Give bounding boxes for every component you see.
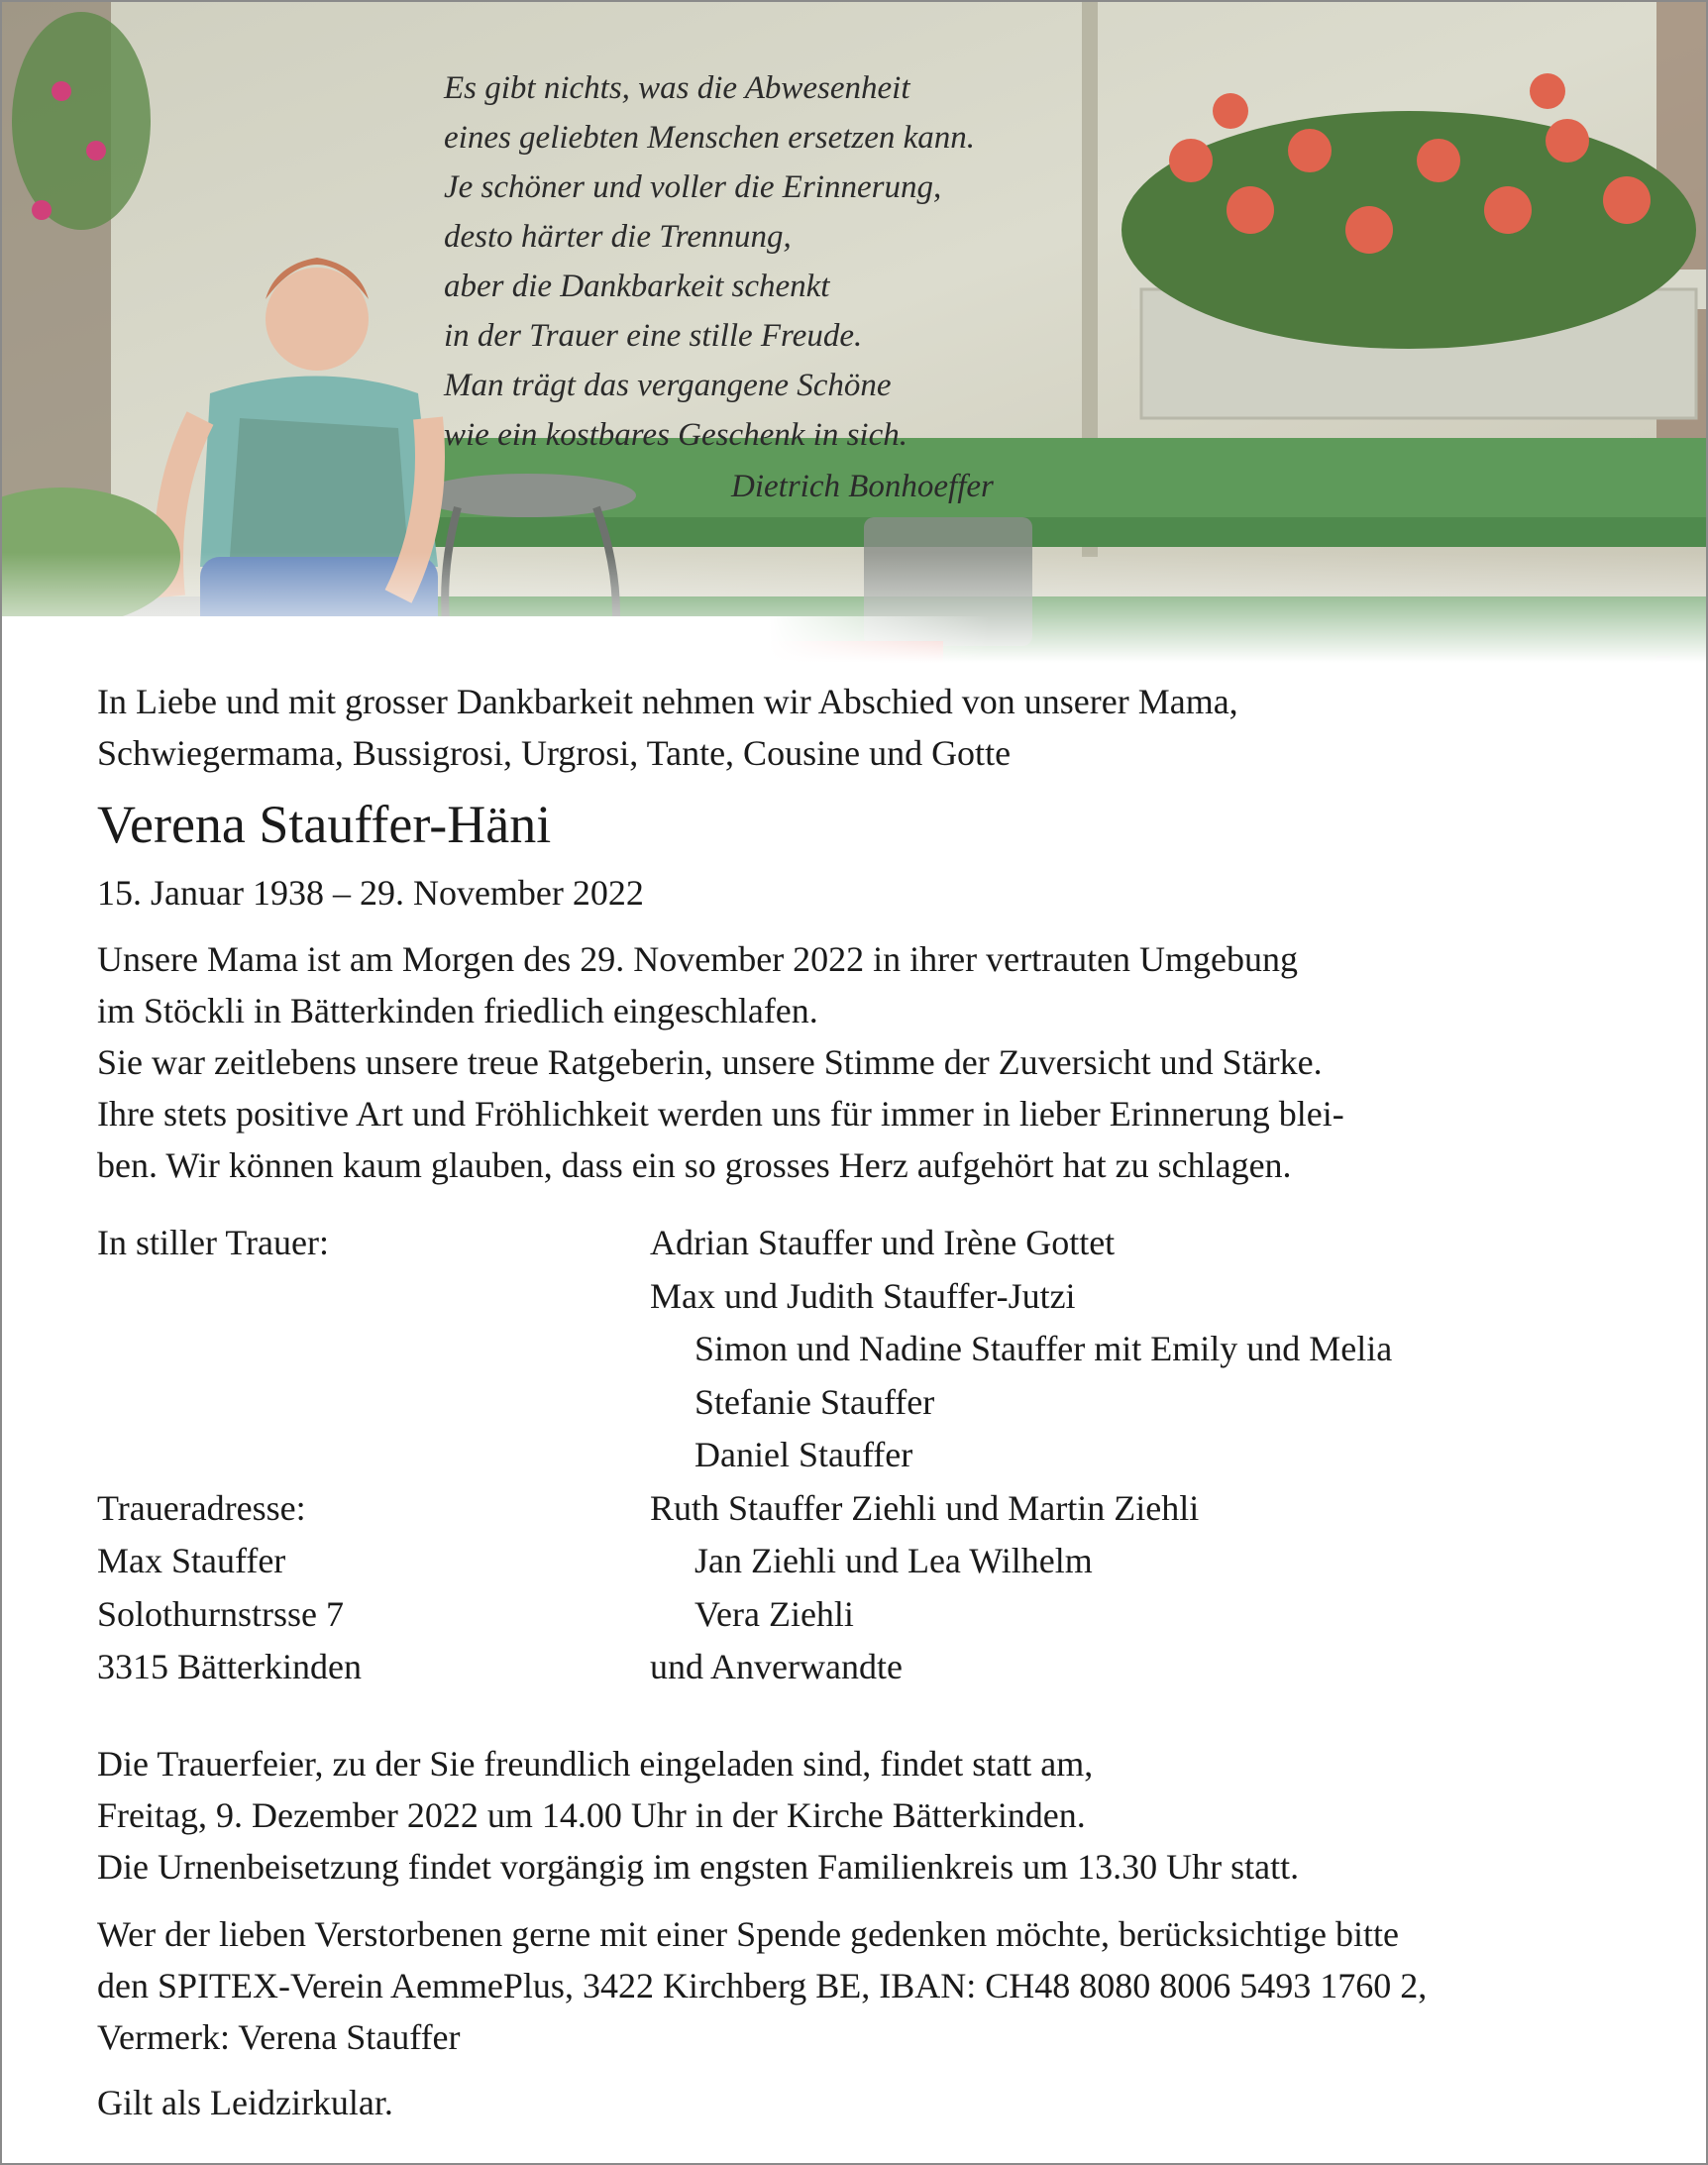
donation-line: den SPITEX-Verein AemmePlus, 3422 Kirchberg BE, IBAN: CH48 8080 8006 5493 1760 2, — [97, 1966, 1428, 2005]
mourner-name: Simon und Nadine Stauffer mit Emily und Melia — [694, 1329, 1393, 1368]
mourner-name: Daniel Stauffer — [694, 1435, 913, 1474]
quote-line: wie ein kostbares Geschenk in sich. — [444, 417, 907, 453]
donation-text — [97, 1908, 1643, 2063]
body-line: Ihre stets positive Art und Fröhlichkeit werden uns für immer in lieber Erinnerung blei- — [97, 1094, 1344, 1134]
body-text — [97, 933, 1643, 1191]
quote-line: Es gibt nichts, was die Abwesenheit — [444, 70, 910, 106]
body-line: im Stöckli in Bätterkinden friedlich eingeschlafen. — [97, 991, 818, 1030]
quote-line: Je schöner und voller die Erinnerung, — [444, 169, 942, 205]
quote-line: in der Trauer eine stille Freude. — [444, 318, 863, 354]
deceased-name: Verena Stauffer-Häni — [97, 795, 552, 854]
body-line: Unsere Mama ist am Morgen des 29. November 2022 in ihrer vertrauten Umgebung — [97, 939, 1299, 979]
quote-author: Dietrich Bonhoeffer — [731, 469, 994, 504]
body-line: ben. Wir können kaum glauben, dass ein so grosses Herz aufgehört hat zu schlagen. — [97, 1145, 1292, 1185]
service-text — [97, 1738, 1643, 1893]
mourners-label: In stiller Trauer: — [97, 1223, 329, 1262]
intro-line: Schwiegermama, Bussigrosi, Urgrosi, Tante, Cousine und Gotte — [97, 733, 1012, 773]
mourner-name: Vera Ziehli — [694, 1593, 854, 1634]
address-line: Max Stauffer — [97, 1541, 286, 1580]
mourner-name: Ruth Stauffer Ziehli und Martin Ziehli — [650, 1487, 1200, 1528]
quote — [444, 63, 1157, 511]
quote-line: aber die Dankbarkeit schenkt — [444, 269, 830, 304]
donation-line: Wer der lieben Verstorbenen gerne mit einer Spende gedenken möchte, berücksichtige bitte — [97, 1914, 1399, 1954]
service-line: Die Trauerfeier, zu der Sie freundlich eingeladen sind, findet statt am, — [97, 1744, 1094, 1784]
mourners-section — [97, 1217, 1643, 1694]
quote-line: desto härter die Trennung, — [444, 219, 792, 255]
intro-text — [97, 676, 1643, 779]
quote-line: Man trägt das vergangene Schöne — [444, 368, 892, 403]
mourner-name: Jan Ziehli und Lea Wilhelm — [694, 1541, 1093, 1580]
address-label: Traueradresse: — [97, 1487, 306, 1528]
closing-text: Gilt als Leidzirkular. — [97, 2083, 393, 2122]
address-line: Solothurnstrsse 7 — [97, 1593, 345, 1634]
mourner-name: Adrian Stauffer und Irène Gottet — [650, 1223, 1116, 1262]
life-dates: 15. Januar 1938 – 29. November 2022 — [97, 873, 644, 913]
mourner-name: Max und Judith Stauffer-Jutzi — [650, 1275, 1076, 1316]
address-line: 3315 Bätterkinden — [97, 1647, 362, 1686]
intro-line: In Liebe und mit grosser Dankbarkeit nehmen wir Abschied von unserer Mama, — [97, 682, 1238, 721]
mourner-name: Stefanie Stauffer — [694, 1381, 935, 1422]
quote-line: eines geliebten Menschen ersetzen kann. — [444, 120, 976, 156]
service-line: Freitag, 9. Dezember 2022 um 14.00 Uhr in der Kirche Bätterkinden. — [97, 1795, 1086, 1835]
mourner-name: und Anverwandte — [650, 1647, 903, 1686]
body-line: Sie war zeitlebens unsere treue Ratgeberin, unsere Stimme der Zuversicht und Stärke. — [97, 1042, 1323, 1082]
donation-line: Vermerk: Verena Stauffer — [97, 2017, 461, 2057]
service-line: Die Urnenbeisetzung findet vorgängig im engsten Familienkreis um 13.30 Uhr statt. — [97, 1847, 1300, 1887]
